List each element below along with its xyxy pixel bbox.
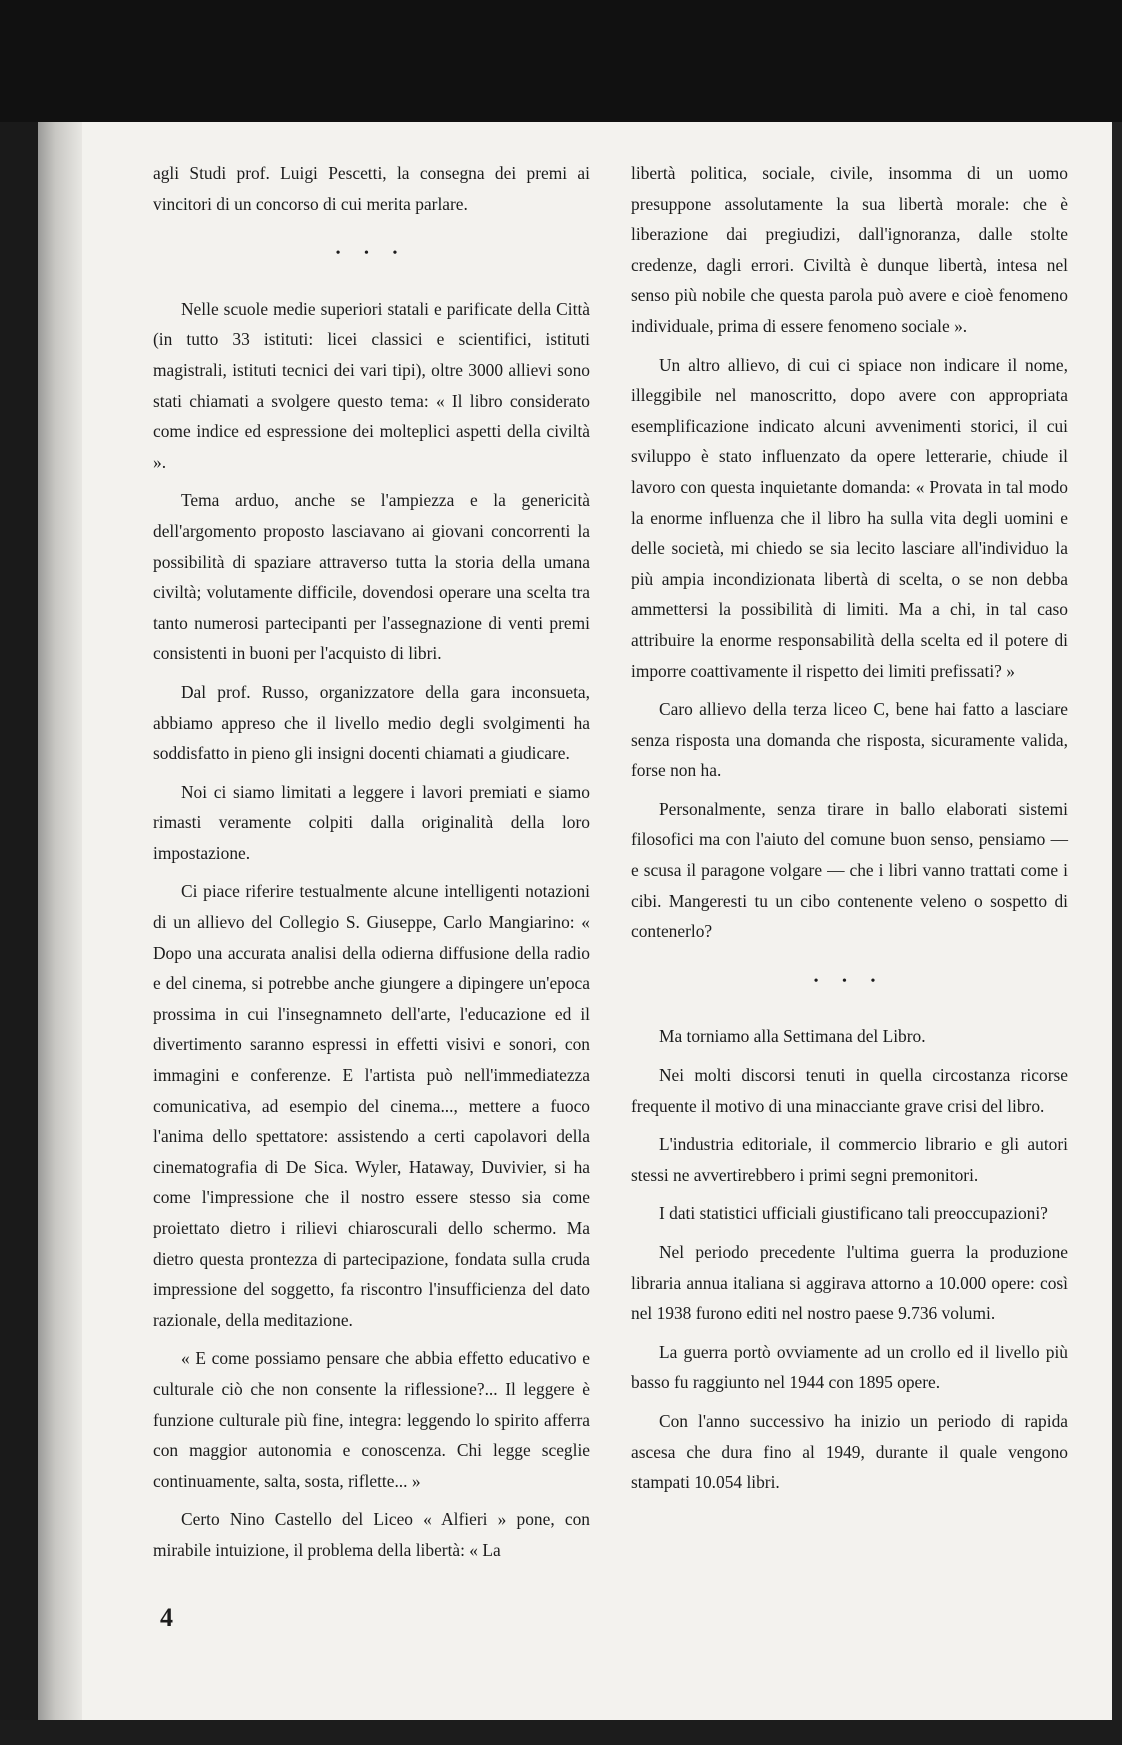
paragraph: I dati statistici ufficiali giustificano tali preoccupazioni?	[659, 1203, 1048, 1224]
paragraph: Personalmente, senza tirare in ballo elaborati sistemi filosofici ma con l'aiuto del comune buon senso, pensiamo — e scusa il paragone volgare — che i libri vanno trattati come i cibi. Mangeresti tu un cibo contenente veleno o sospetto di contenerlo?	[631, 798, 1068, 942]
paragraph: Nelle scuole medie superiori statali e parificate della Città (in tutto 33 istituti: licei classici e scientifici, istituti magistrali, istituti tecnici dei vari tipi), oltre 3000 allievi sono stati chiamati a svolgere questo tema: « Il libro considerato come indice ed espressione dei molteplici aspetti della civiltà ».	[153, 298, 590, 472]
paragraph: « E come possiamo pensare che abbia effetto educativo e culturale ciò che non consente la riflessione?... Il leggere è funzione culturale più fine, integra: leggendo lo spirito afferra con maggior autonomia e conoscenza. Chi legge sceglie continuamente, salta, sosta, riflette... »	[153, 1348, 590, 1491]
paragraph: Certo Nino Castello del Liceo « Alfieri » pone, con mirabile intuizione, il problema della libertà: « La	[153, 1509, 590, 1560]
paragraph: La guerra portò ovviamente ad un crollo ed il livello più basso fu raggiunto nel 1944 con 1895 opere.	[631, 1341, 1068, 1393]
page-binding-shadow	[38, 122, 82, 1720]
paragraph: Ma torniamo alla Settimana del Libro.	[659, 1026, 926, 1047]
page-number: 4	[160, 1603, 173, 1632]
right-column	[631, 158, 1068, 1506]
paragraph: agli Studi prof. Luigi Pescetti, la consegna dei premi ai vincitori di un concorso di cui merita parlare.	[153, 163, 590, 214]
section-separator: • • •	[813, 973, 886, 989]
paragraph: Noi ci siamo limitati a leggere i lavori premiati e siamo rimasti veramente colpiti dalla originalità della loro impostazione.	[153, 781, 590, 863]
paragraph: Nei molti discorsi tenuti in quella circostanza ricorse frequente il motivo di una minacciante grave crisi del libro.	[631, 1065, 1068, 1116]
scan-top-border	[0, 0, 1122, 122]
paragraph: Con l'anno successivo ha inizio un periodo di rapida ascesa che dura fino al 1949, durante il quale vengono stampati 10.054 libri.	[631, 1410, 1068, 1493]
section-separator: • • •	[335, 246, 408, 262]
left-column	[153, 158, 590, 1574]
paragraph: libertà politica, sociale, civile, insomma di un uomo presuppone assolutamente la sua libertà morale: che è liberazione dai pregiudizi, dall'ignoranza, dalle stolte credenze, dagli errori. Civiltà è dunque libertà, intesa nel senso più nobile che questa parola può avere e cioè fenomeno individuale, prima di essere fenomeno sociale ».	[631, 163, 1068, 336]
paragraph: Tema arduo, anche se l'ampiezza e la genericità dell'argomento proposto lasciavano ai giovani concorrenti la possibilità di spaziare attraverso tutta la storia della umana civiltà; volutamente difficile, dovendosi operare una scelta tra tanto numerosi partecipanti per l'assegnazione di venti premi consistenti in buoni per l'acquisto di libri.	[153, 490, 590, 664]
scan-bottom-border	[0, 1720, 1122, 1745]
paragraph: Ci piace riferire testualmente alcune intelligenti notazioni di un allievo del Collegio S. Giuseppe, Carlo Mangiarino: « Dopo una accurata analisi della odierna diffusione della radio e del cinema, si potrebbe anche giungere a dipingere un'epoca prossima in cui l'insegnamneto dell'arte, l'educazione ed il divertimento saranno espressi in effetti visivi e sonori, con immagini e conferenze. E l'artista può nell'immediatezza comunicativa, ad esempio del cinema..., mettere a fuoco l'anima dello spettatore: assistendo a certi capolavori della cinematografia di De Sica. Wyler, Hataway, Duvivier, si ha come l'impressione che il nostro essere stesso sia come proiettato dietro i rilievi chiaroscurali dello schermo. Ma dietro questa prontezza di partecipazione, fondata sulla cruda impressione del soggetto, fa riscontro l'insufficienza del dato razionale, della meditazione.	[153, 881, 590, 1330]
paragraph: L'industria editoriale, il commercio librario e gli autori stessi ne avvertirebbero i primi segni premonitori.	[631, 1134, 1068, 1185]
paragraph: Un altro allievo, di cui ci spiace non indicare il nome, illeggibile nel manoscritto, dopo avere con appropriata esemplificazione indicato alcuni avvenimenti storici, il cui sviluppo è stato influenzato da opere letterarie, chiude il lavoro con questa inquietante domanda: « Provata in tal modo la enorme influenza che il libro ha sulla vita degli uomini e delle società, mi chiedo se sia lecito lasciare all'individuo la più ampia incondizionata libertà di scelta, o se non debba ammettersi la possibilità di limiti. Ma a chi, in tal caso attribuire la enorme responsabilità della scelta ed il potere di imporre coattivamente il rispetto dei limiti prefissati? »	[631, 354, 1068, 681]
scan-right-border	[1112, 122, 1122, 1720]
paragraph: Nel periodo precedente l'ultima guerra la produzione libraria annua italiana si aggirava attorno a 10.000 opere: così nel 1938 furono editi nel nostro paese 9.736 volumi.	[631, 1242, 1068, 1324]
paragraph: Caro allievo della terza liceo C, bene hai fatto a lasciare senza risposta una domanda che risposta, sicuramente valida, forse non ha.	[631, 699, 1068, 781]
paragraph: Dal prof. Russo, organizzatore della gara inconsueta, abbiamo appreso che il livello medio degli svolgimenti ha soddisfatto in pieno gli insigni docenti chiamati a giudicare.	[153, 681, 590, 764]
